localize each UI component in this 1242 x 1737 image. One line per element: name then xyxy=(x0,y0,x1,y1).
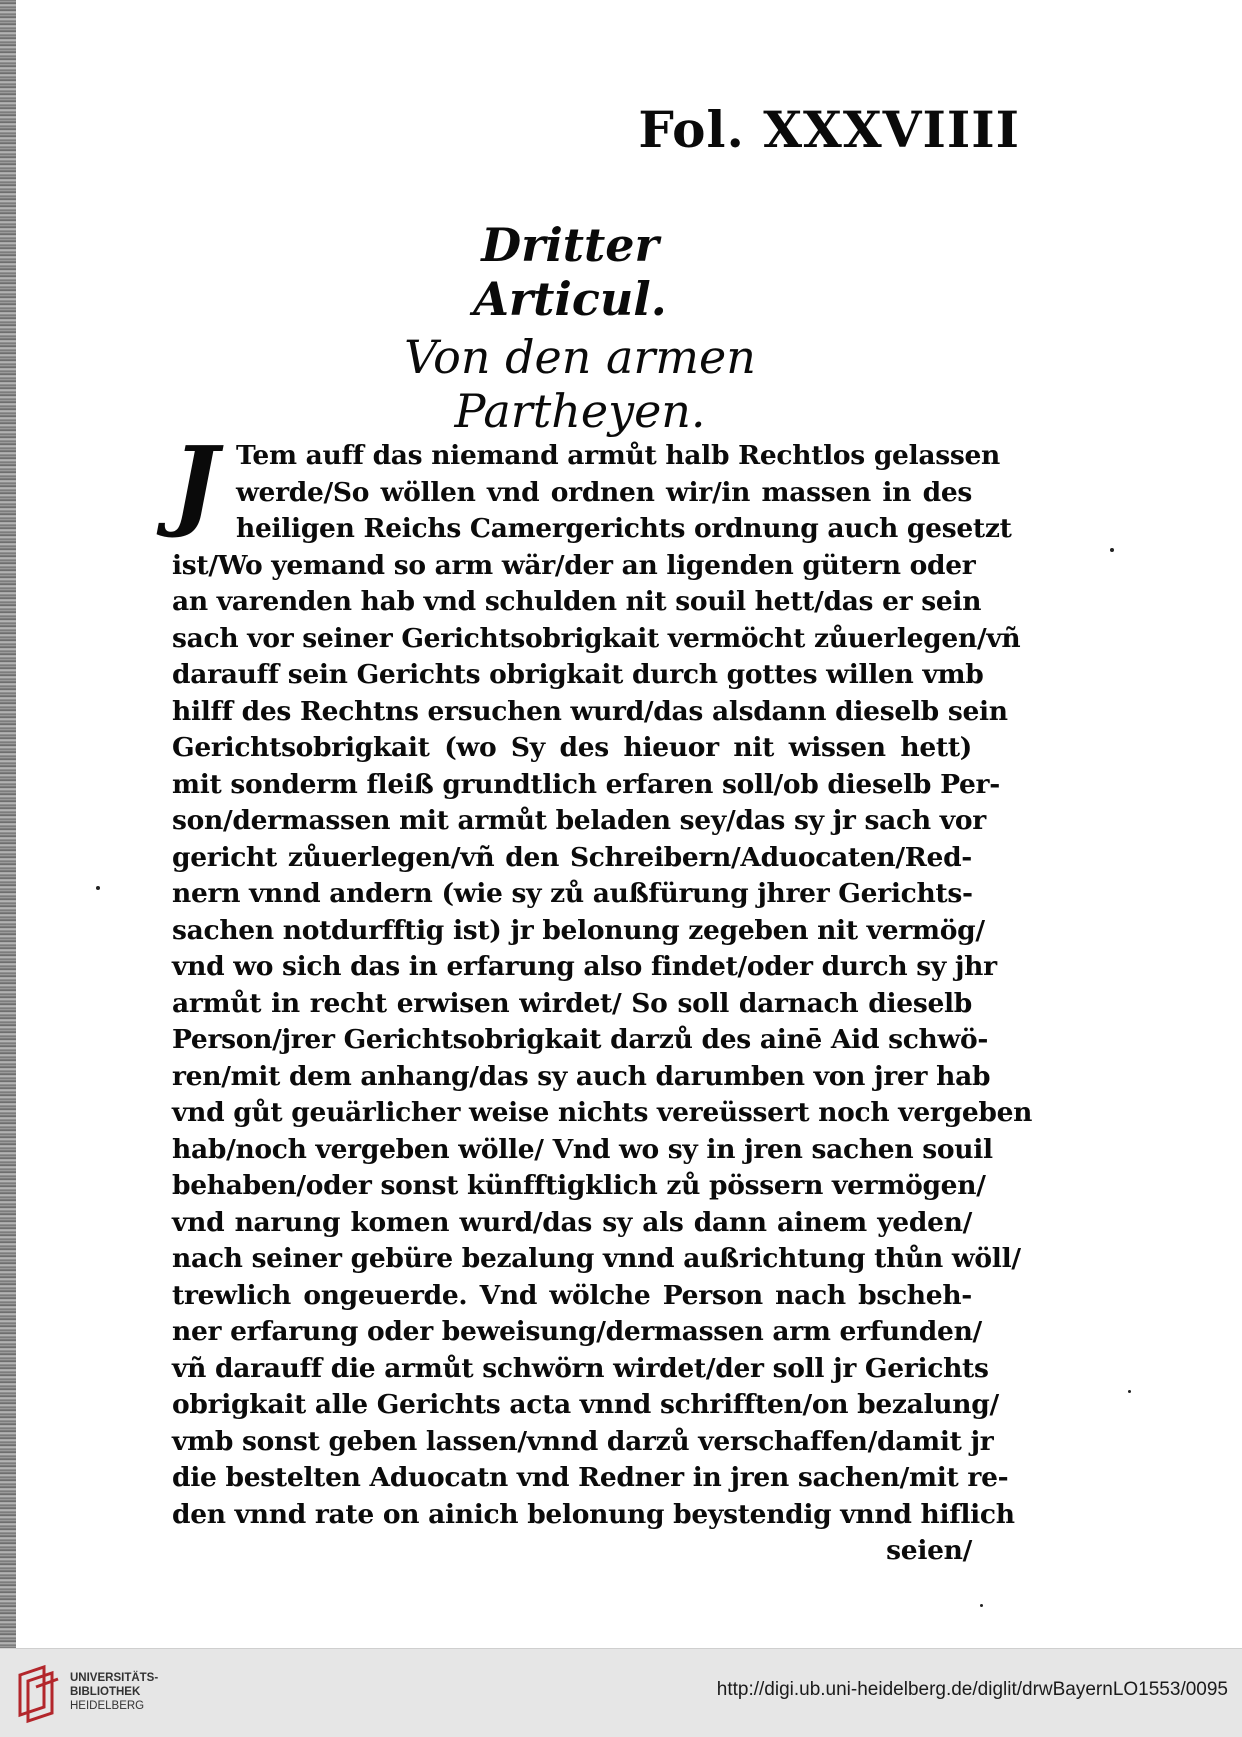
text-line: den vnnd rate on ainich belonung beystendig vnnd hiflich xyxy=(172,1498,1015,1530)
text-line: nern vnnd andern (wie sy zů außfürung jhrer Gerichts- xyxy=(172,878,973,909)
drop-cap: J xyxy=(172,426,219,541)
text-line: hab/noch vergeben wölle/ Vnd wo sy in jren sachen souil xyxy=(172,1133,993,1165)
text-line: mit sonderm fleiß grundtlich erfaren soll/ob dieselb Per- xyxy=(172,768,1000,800)
article-title: Dritter Articul. xyxy=(473,218,667,326)
text-line: Gerichtsobrigkait (wo Sy des hieuor nit wissen hett) xyxy=(172,732,972,763)
text-line: hilff des Rechtns ersuchen wurd/das alsdann dieselb sein xyxy=(172,695,1008,727)
text-line: son/dermassen mit armůt beladen sey/das sy jr sach vor xyxy=(172,805,986,836)
library-logo-icon xyxy=(14,1661,62,1725)
text-line: an varenden hab vnd schulden nit souil hett/das er sein xyxy=(172,586,982,617)
scan-speck xyxy=(96,886,100,890)
text-line: ner erfarung oder beweisung/dermassen arm erfunden/ xyxy=(172,1316,982,1347)
text-line: die bestelten Aduocatn vnd Redner in jren sachen/mit re- xyxy=(172,1462,1009,1493)
text-line: vñ darauff die armůt schwörn wirdet/der soll jr Gerichts xyxy=(172,1352,989,1384)
viewer-footer xyxy=(0,1648,1242,1737)
scan-speck xyxy=(980,1604,983,1607)
text-line: obrigkait alle Gerichts acta vnnd schrifften/on bezalung/ xyxy=(172,1389,999,1420)
text-line: sach vor seiner Gerichtsobrigkait vermöcht zůuerlegen/vñ xyxy=(172,622,1021,654)
text-line: armůt in recht erwisen wirdet/ So soll darnach dieselb xyxy=(172,987,972,1019)
body-text xyxy=(172,426,1033,1570)
text-line: gericht zůuerlegen/vñ den Schreibern/Aduocaten/Red- xyxy=(172,841,972,873)
text-line: vmb sonst geben lassen/vnnd darzů verschaffen/damit jr xyxy=(172,1425,994,1457)
text-line: sachen notdurfftig ist) jr belonung zegeben nit vermög/ xyxy=(172,914,985,946)
binding-edge xyxy=(0,0,16,1648)
text-line: ren/mit dem anhang/das sy auch darumben von jrer hab xyxy=(172,1060,991,1092)
article-subtitle: Von den armen Partheyen. xyxy=(404,330,756,438)
text-line: Person/jrer Gerichtsobrigkait darzů des ainē Aid schwö- xyxy=(172,1024,989,1055)
text-line: Tem auff das niemand armůt halb Rechtlos gelassen xyxy=(236,440,1001,471)
folio-number: Fol. XXXVIIII xyxy=(638,100,1020,159)
logo-line-3: HEIDELBERG xyxy=(70,1700,145,1712)
text-line: nach seiner gebüre bezalung vnnd außrichtung thůn wöll/ xyxy=(172,1243,1021,1274)
text-line: vnd wo sich das in erfarung also findet/oder durch sy jhr xyxy=(172,951,997,982)
text-line: vnd gůt geuärlicher weise nichts vereüssert noch vergeben xyxy=(172,1097,1033,1128)
text-line: trewlich ongeuerde. Vnd wölche Person nach bscheh- xyxy=(172,1279,972,1311)
text-line: behaben/oder sonst künfftigklich zů pössern vermögen/ xyxy=(172,1170,986,1201)
text-line: werde/So wöllen vnd ordnen wir/in massen in des xyxy=(236,476,972,508)
logo-line-2: BIBLIOTHEK xyxy=(70,1686,141,1698)
logo-line-1: UNIVERSITÄTS- xyxy=(70,1672,159,1684)
library-logo-text xyxy=(70,1671,158,1713)
text-line: seien/ xyxy=(886,1535,972,1566)
scan-speck xyxy=(1110,548,1114,552)
text-line: darauff sein Gerichts obrigkait durch gottes willen vmb xyxy=(172,659,984,690)
scan-speck xyxy=(1128,1390,1131,1393)
text-line: heiligen Reichs Camergerichts ordnung auch gesetzt xyxy=(236,513,1012,544)
text-line: ist/Wo yemand so arm wär/der an ligenden gütern oder xyxy=(172,549,976,581)
text-line: vnd narung komen wurd/das sy als dann ainem yeden/ xyxy=(172,1206,972,1238)
permalink-url[interactable]: http://digi.ub.uni-heidelberg.de/diglit/drwBayernLO1553/0095 xyxy=(716,1679,1228,1700)
